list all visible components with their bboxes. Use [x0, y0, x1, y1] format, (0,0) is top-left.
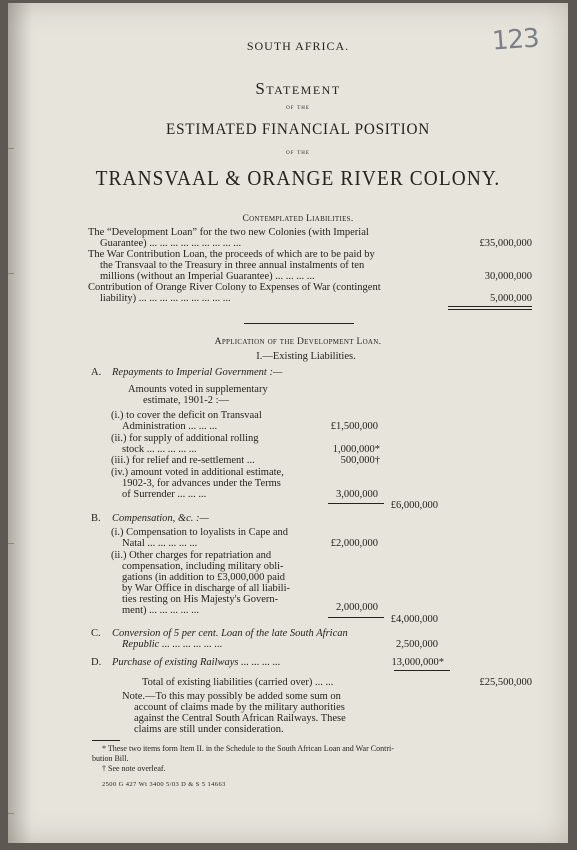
note-text: account of claims made by the military authorities: [134, 702, 345, 713]
item-text: Natal ... ... ... ... ...: [122, 538, 198, 549]
item-title-c: Conversion of 5 per cent. Loan of the late South African: [112, 628, 348, 639]
punch-mark: [8, 543, 14, 544]
liability-text: The War Contribution Loan, the proceeds of which are to be paid by: [88, 249, 375, 260]
printer-imprint: 2500 G 427 Wt 3400 5/03 D & S 5 14663: [102, 781, 226, 788]
item-label-c: C.: [91, 628, 101, 639]
liability-text: millions (without an Imperial Guarantee) ... ... ... ...: [100, 271, 315, 282]
item-subtotal: £6,000,000: [390, 500, 438, 511]
handwritten-folio-number: 123: [491, 23, 540, 57]
item-text: compensation, including military obli-: [122, 561, 284, 572]
total-amount: £25,500,000: [479, 677, 532, 688]
item-text: (i.) to cover the deficit on Transvaal: [111, 410, 262, 421]
item-text: 1902-3, for advances under the Terms: [122, 478, 281, 489]
existing-liabilities-subheading: I.—Existing Liabilities.: [256, 351, 356, 362]
item-text: (iii.) for relief and re-settlement ...: [111, 455, 255, 466]
of-the-connector: of the: [286, 148, 310, 156]
item-text: of Surrender ... ... ...: [122, 489, 207, 500]
section-divider: [244, 323, 354, 324]
title-financial-position: ESTIMATED FINANCIAL POSITION: [166, 121, 430, 138]
item-amount: 2,500,000: [396, 639, 438, 650]
item-text: (ii.) for supply of additional rolling: [111, 433, 259, 444]
footnote: † See note overleaf.: [102, 764, 166, 773]
of-the-connector: of the: [286, 103, 310, 111]
item-title-d: Purchase of existing Railways ... ... ... ...: [112, 657, 281, 668]
item-title-b: Compensation, &c. :—: [112, 513, 209, 524]
item-text: ties resting on His Majesty's Govern-: [122, 594, 279, 605]
footnote: * These two items form Item II. in the Schedule to the South African Loan and War Contri-: [102, 744, 394, 753]
liability-text: Guarantee) ... ... ... ... ... ... ... ... ...: [100, 238, 242, 249]
note-text: claims are still under consideration.: [134, 724, 284, 735]
item-amount: £2,000,000: [330, 538, 378, 549]
item-text: (ii.) Other charges for repatriation and: [111, 550, 272, 561]
region-heading: SOUTH AFRICA.: [246, 39, 350, 53]
item-text: (i.) Compensation to loyalists in Cape and: [111, 527, 289, 538]
item-text: (iv.) amount voted in additional estimate,: [111, 467, 284, 478]
item-text: stock ... ... ... ... ...: [122, 444, 197, 455]
liability-text: Contribution of Orange River Colony to Expenses of War (contingent: [88, 282, 381, 293]
item-subtotal: £4,000,000: [390, 614, 438, 625]
application-heading: Application of the Development Loan.: [214, 337, 382, 347]
item-label-d: D.: [91, 657, 102, 668]
footnote-rule: [92, 740, 120, 741]
document-page: [8, 3, 568, 843]
item-amount: 1,000,000*: [332, 444, 380, 455]
item-amount: 13,000,000*: [391, 657, 444, 668]
liability-text: the Transvaal to the Treasury in three annual instalments of ten: [100, 260, 365, 271]
punch-mark: [8, 813, 14, 814]
liability-amount: £35,000,000: [479, 238, 532, 249]
title-statement: Statement: [255, 79, 341, 98]
total-rule: [394, 670, 450, 671]
liabilities-heading: Contemplated Liabilities.: [242, 214, 354, 224]
note-text: against the Central South African Railways. These: [134, 713, 346, 724]
item-label-a: A.: [91, 367, 102, 378]
liability-amount: 5,000,000: [490, 293, 532, 304]
item-label-b: B.: [91, 513, 101, 524]
item-title-a: Repayments to Imperial Government :—: [112, 367, 283, 378]
item-amount: 3,000,000: [336, 489, 378, 500]
item-text: ment) ... ... ... ... ...: [122, 605, 199, 616]
item-title-c: Republic ... ... ... ... ... ...: [122, 639, 223, 650]
item-text: gations (in addition to £3,000,000 paid: [122, 572, 286, 583]
note-text: Note.—To this may possibly be added some sum on: [122, 691, 341, 702]
item-text: Administration ... ... ...: [122, 421, 218, 432]
item-text: estimate, 1901-2 :—: [143, 395, 230, 406]
liability-text: The “Development Loan” for the two new Colonies (with Imperial: [88, 227, 369, 238]
item-amount: 2,000,000: [336, 602, 378, 613]
item-amount: 500,000†: [340, 455, 380, 466]
total-rule: [448, 309, 532, 310]
total-label: Total of existing liabilities (carried over) ... ...: [142, 677, 334, 688]
item-text: by War Office in discharge of all liabili-: [122, 583, 290, 594]
footnote: bution Bill.: [92, 754, 129, 763]
total-rule: [448, 306, 532, 307]
item-text: Amounts voted in supplementary: [128, 384, 268, 395]
item-amount: £1,500,000: [330, 421, 378, 432]
liability-text: liability) ... ... ... ... ... ... ... ... ...: [100, 293, 231, 304]
title-colonies: TRANSVAAL & ORANGE RIVER COLONY.: [95, 166, 501, 190]
liability-amount: 30,000,000: [484, 271, 532, 282]
punch-mark: [8, 273, 14, 274]
